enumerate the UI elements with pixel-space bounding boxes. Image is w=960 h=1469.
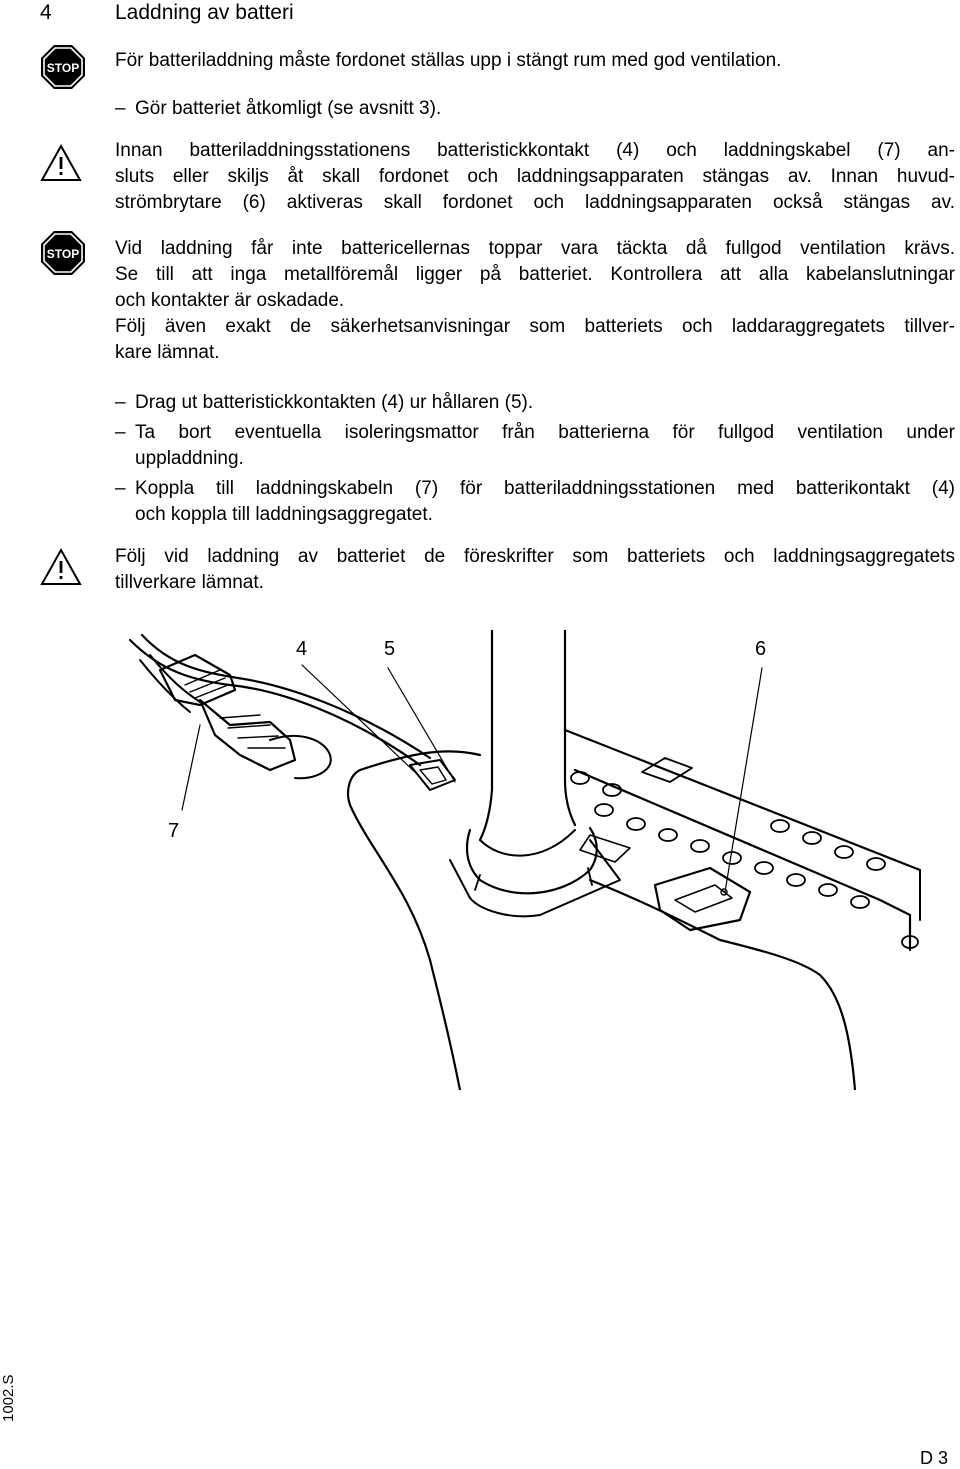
stop-sign-label: STOP — [46, 247, 80, 261]
text-line: Drag ut batteristickkontakten (4) ur hållaren (5). — [135, 392, 534, 413]
text-line: strömbrytare (6) aktiveras skall fordonet och laddningsapparaten också stängas av. — [115, 192, 955, 213]
stop-sign-label: STOP — [46, 61, 80, 75]
text-line: Följ vid laddning av batteriet de föreskrifter som batteriets och laddningsaggregatets — [115, 546, 955, 567]
stop-notice-ventilation — [115, 48, 955, 74]
warning-triangle-icon — [40, 144, 82, 182]
text-line: och koppla till laddningsaggregatet. — [135, 504, 433, 525]
page-number: D 3 — [920, 1448, 949, 1468]
bullet-dash: – — [115, 422, 126, 443]
stop-sign-icon — [40, 44, 86, 90]
document-code — [0, 1362, 20, 1422]
text-line: För batteriladdning måste fordonet ställas upp i stängt rum med god ventilation. — [115, 50, 782, 71]
figure-label-main-switch: 6 — [755, 638, 767, 660]
text-line: tillverkare lämnat. — [115, 572, 264, 593]
battery-charging-illustration — [120, 630, 940, 1095]
text-line: Innan batteriladdningsstationens batteristickkontakt (4) och laddningskabel (7) an- — [115, 140, 955, 161]
text-line: uppladdning. — [135, 448, 244, 469]
text-line: Koppla till laddningskabeln (7) för batteriladdningsstationen med batterikontakt (4) — [135, 478, 955, 499]
document-code-text: 1002.S — [0, 1374, 17, 1422]
warning-triangle-icon — [40, 548, 82, 586]
warning-notice-disconnect — [115, 138, 955, 216]
text-line: kare lämnat. — [115, 342, 220, 363]
stop-sign-icon — [40, 230, 86, 276]
text-line: Vid laddning får inte battericellernas toppar vara täckta då fullgod ventilation krävs. — [115, 238, 955, 259]
text-line: Följ även exakt de säkerhetsanvisningar som batteriets och laddaraggregatets tillver- — [115, 316, 955, 337]
warning-notice-manufacturer — [115, 544, 955, 596]
bullet-dash: – — [115, 98, 126, 119]
bullet-dash: – — [115, 392, 126, 413]
figure-label-plug: 4 — [296, 638, 308, 660]
figure-label-cable: 7 — [168, 820, 180, 842]
stop-notice-cell-tops — [115, 236, 955, 366]
text-line: och kontakter är oskadade. — [115, 290, 345, 311]
section-number: 4 — [40, 1, 52, 24]
text-line: Se till att inga metallföremål ligger på batteriet. Kontrollera att alla kabelanslutningar — [115, 264, 955, 285]
text-line: Ta bort eventuella isoleringsmattor från batterierna för fullgod ventilation under — [135, 422, 955, 443]
text-line: sluts eller skiljs åt skall fordonet och laddningsapparaten stängas av. Innan huvud- — [115, 166, 955, 187]
bullet-dash: – — [115, 478, 126, 499]
figure-label-holder: 5 — [384, 638, 396, 660]
section-title: Laddning av batteri — [115, 1, 294, 24]
text-line: Gör batteriet åtkomligt (se avsnitt 3). — [135, 98, 442, 119]
